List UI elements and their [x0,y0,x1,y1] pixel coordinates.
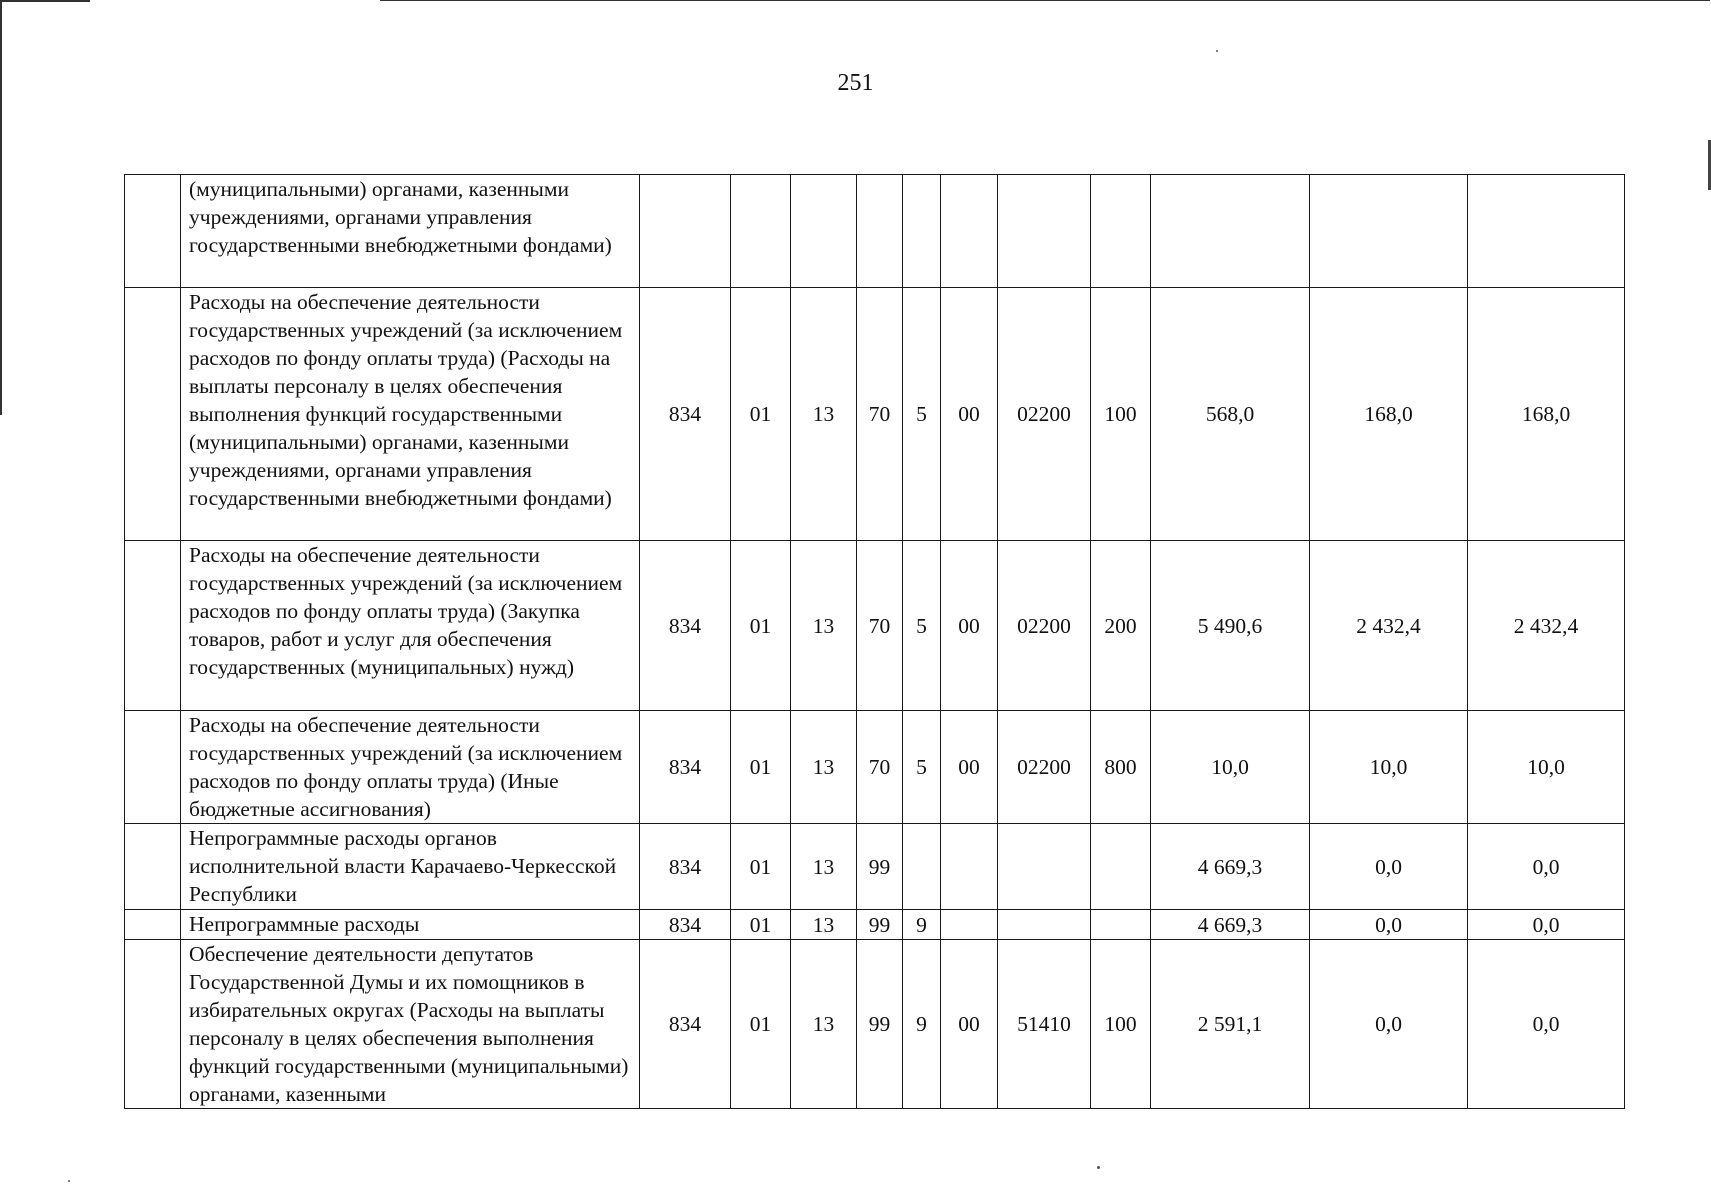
row-name-cell: Непрограммные расходы органов исполнительной власти Карачаево-Черкесской Республики [181,824,640,910]
page-number: 251 [837,70,874,96]
cell-sum2: 10,0 [1310,711,1468,824]
cell-csr2 [903,175,941,288]
cell-rz: 01 [731,541,791,711]
table-row [125,175,1625,288]
cell-vr: 800 [1091,711,1151,824]
cell-ved: 834 [640,940,731,1109]
cell-csr1: 99 [857,940,903,1109]
cell-sum1: 4 669,3 [1151,824,1310,910]
cell-ved: 834 [640,711,731,824]
cell-sum2: 0,0 [1310,824,1468,910]
cell-rz: 01 [731,824,791,910]
cell-rz: 01 [731,910,791,940]
cell-ved: 834 [640,288,731,541]
cell-csr1: 70 [857,288,903,541]
scan-edge-top-right [380,0,1710,1]
cell-rz: 01 [731,940,791,1109]
cell-sum1: 2 591,1 [1151,940,1310,1109]
row-name-cell: Расходы на обеспечение деятельности государственных учреждений (за исключением расходов по фонду оплаты труда) (Закупка товаров, работ и услуг для обеспечения государственных (муниципальных) нужд) [181,541,640,711]
cell-csr1 [857,175,903,288]
cell-pr: 13 [791,940,857,1109]
cell-ved [640,175,731,288]
cell-rz: 01 [731,288,791,541]
cell-csr1: 70 [857,711,903,824]
scan-edge-left [0,0,2,415]
row-number-cell [125,288,181,541]
cell-sum3 [1468,175,1625,288]
cell-csr2: 5 [903,288,941,541]
cell-sum2 [1310,175,1468,288]
cell-sum3: 2 432,4 [1468,541,1625,711]
cell-csr3 [941,910,998,940]
cell-pr: 13 [791,541,857,711]
cell-sum3: 0,0 [1468,910,1625,940]
cell-sum1: 10,0 [1151,711,1310,824]
cell-vr: 100 [1091,288,1151,541]
cell-sum3: 0,0 [1468,824,1625,910]
cell-csr2: 5 [903,541,941,711]
cell-sum1 [1151,175,1310,288]
cell-csr2: 9 [903,910,941,940]
table-row [125,824,1625,910]
cell-csr4: 51410 [998,940,1091,1109]
cell-csr4: 02200 [998,541,1091,711]
cell-pr: 13 [791,910,857,940]
row-number-cell [125,711,181,824]
scan-speck [68,1180,70,1182]
scan-edge-top-left [0,0,90,2]
row-name-cell: Непрограммные расходы [181,910,640,940]
cell-csr3: 00 [941,541,998,711]
cell-csr4: 02200 [998,288,1091,541]
cell-vr: 200 [1091,541,1151,711]
table-row [125,940,1625,1109]
cell-csr4 [998,175,1091,288]
row-number-cell [125,175,181,288]
table-row [125,288,1625,541]
cell-csr4 [998,824,1091,910]
cell-csr1: 99 [857,910,903,940]
row-number-cell [125,910,181,940]
cell-sum2: 2 432,4 [1310,541,1468,711]
row-number-cell [125,940,181,1109]
cell-csr3 [941,175,998,288]
cell-sum3: 0,0 [1468,940,1625,1109]
cell-csr2: 9 [903,940,941,1109]
table-row [125,711,1625,824]
row-number-cell [125,824,181,910]
cell-pr: 13 [791,711,857,824]
cell-pr [791,175,857,288]
cell-sum3: 10,0 [1468,711,1625,824]
row-name-cell: Расходы на обеспечение деятельности государственных учреждений (за исключением расходов по фонду оплаты труда) (Расходы на выплаты персоналу в целях обеспечения выполнения функций государственными (муниципальными) органами, казенными учреждениями, органами управления государственными внебюджетными фондами) [181,288,640,541]
cell-ved: 834 [640,910,731,940]
cell-vr [1091,910,1151,940]
row-name-cell: Расходы на обеспечение деятельности государственных учреждений (за исключением расходов по фонду оплаты труда) (Иные бюджетные ассигнования) [181,711,640,824]
table-row [125,910,1625,940]
cell-csr1: 70 [857,541,903,711]
table-row [125,541,1625,711]
cell-csr2: 5 [903,711,941,824]
table-body [125,175,1625,1109]
scan-speck [1216,50,1218,52]
cell-sum1: 568,0 [1151,288,1310,541]
cell-csr2 [903,824,941,910]
cell-pr: 13 [791,824,857,910]
row-number-cell [125,541,181,711]
cell-csr3: 00 [941,288,998,541]
cell-csr4: 02200 [998,711,1091,824]
cell-sum2: 168,0 [1310,288,1468,541]
cell-sum1: 4 669,3 [1151,910,1310,940]
cell-vr: 100 [1091,940,1151,1109]
budget-table [124,174,1625,1109]
cell-ved: 834 [640,541,731,711]
scan-speck [1097,1166,1100,1169]
cell-sum2: 0,0 [1310,910,1468,940]
cell-ved: 834 [640,824,731,910]
cell-vr [1091,824,1151,910]
cell-csr3: 00 [941,940,998,1109]
cell-sum3: 168,0 [1468,288,1625,541]
cell-csr1: 99 [857,824,903,910]
cell-sum1: 5 490,6 [1151,541,1310,711]
cell-csr3 [941,824,998,910]
row-name-cell: Обеспечение деятельности депутатов Государственной Думы и их помощников в избирательных округах (Расходы на выплаты персоналу в целях обеспечения выполнения функций государственными (муниципальными) органами, казенными [181,940,640,1109]
cell-csr3: 00 [941,711,998,824]
cell-sum2: 0,0 [1310,940,1468,1109]
cell-csr4 [998,910,1091,940]
cell-rz: 01 [731,711,791,824]
cell-pr: 13 [791,288,857,541]
cell-rz [731,175,791,288]
row-name-cell: (муниципальными) органами, казенными учреждениями, органами управления государственными внебюджетными фондами) [181,175,640,288]
cell-vr [1091,175,1151,288]
